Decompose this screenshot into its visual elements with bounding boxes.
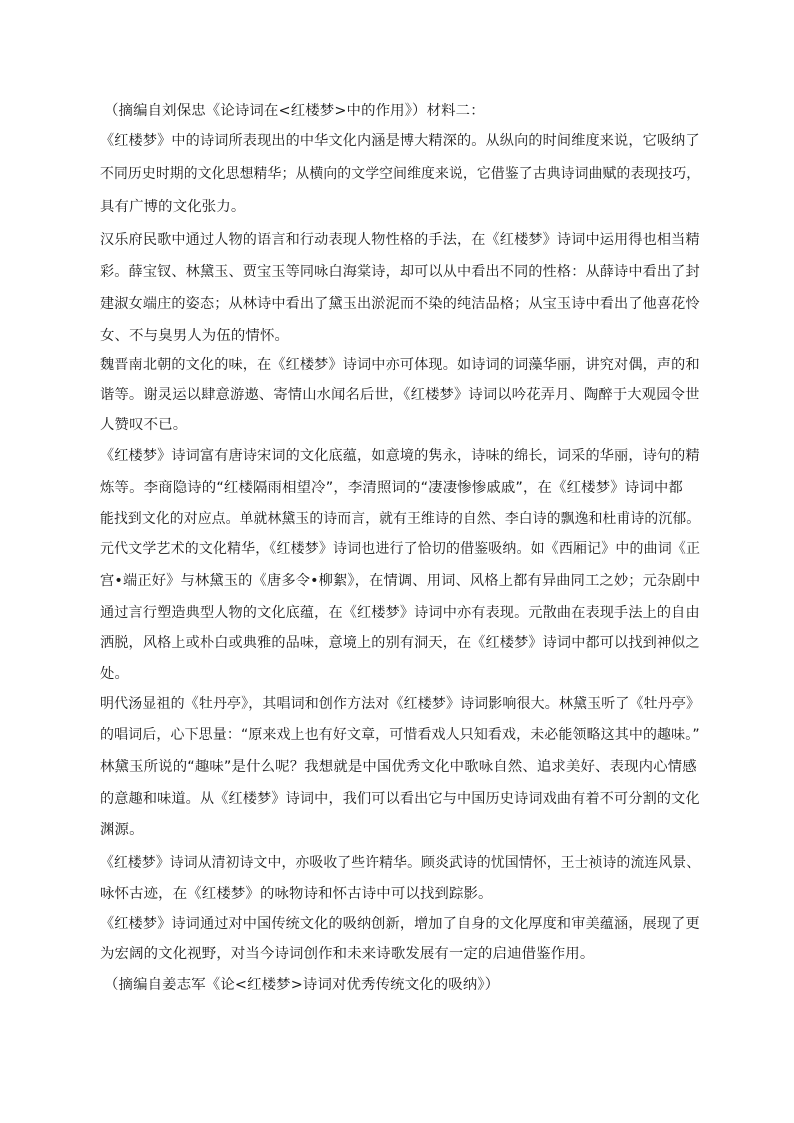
paragraph-2-line-4: 女、不与臭男人为伍的情怀。 bbox=[100, 328, 290, 344]
paragraph-6-line-2: 的唱词后，心下思量：“原来戏上也有好文章，可惜看戏人只知看戏，未必能领略这其中的趣味。” bbox=[100, 727, 700, 743]
paragraph-6-line-4: 的意趣和味道。从《红楼梦》诗词中，我们可以看出它与中国历史诗词戏曲有着不可分割的文化 bbox=[100, 791, 700, 807]
paragraph-6-line-3: 林黛玉所说的“趣味”是什么呢？我想就是中国优秀文化中歌咏自然、追求美好、表现内心情感 bbox=[100, 759, 697, 775]
paragraph-4-line-3: 能找到文化的对应点。单就林黛玉的诗而言，就有王维诗的自然、李白诗的飘逸和杜甫诗的沉郁。 bbox=[100, 511, 701, 527]
paragraph-8-line-2: 为宏阔的文化视野，对当今诗词创作和未来诗歌发展有一定的启迪借鉴作用。 bbox=[100, 946, 595, 962]
paragraph-8-line-1: 《红楼梦》诗词通过对中国传统文化的吸纳创新，增加了自身的文化厚度和审美蕴涵，展现了更 bbox=[100, 916, 700, 932]
source-citation-1: （摘编自刘保忠《论诗词在<红楼梦>中的作用》）材料二： bbox=[104, 103, 485, 119]
paragraph-1-line-2: 不同历史时期的文化思想精华；从横向的文学空间维度来说，它借鉴了古典诗词曲赋的表现技巧， bbox=[100, 166, 701, 182]
paragraph-2-line-1: 汉乐府民歌中通过人物的语言和行动表现人物性格的手法，在《红楼梦》诗词中运用得也相当精 bbox=[100, 232, 700, 248]
paragraph-1-line-1: 《红楼梦》中的诗词所表现出的中华文化内涵是博大精深的。从纵向的时间维度来说，它吸纳了 bbox=[100, 133, 700, 149]
paragraph-1-line-3: 具有广博的文化张力。 bbox=[100, 199, 246, 215]
paragraph-2-line-3: 建淑女端庄的姿态；从林诗中看出了黛玉出淤泥而不染的纯洁品格；从宝玉诗中看出了他喜花怜 bbox=[100, 296, 700, 312]
source-citation-2: （摘编自姜志军《论<红楼梦>诗词对优秀传统文化的吸纳》） bbox=[104, 977, 500, 993]
paragraph-5-line-4: 洒脱，风格上或朴白或典雅的品味，意境上的别有洞天，在《红楼梦》诗词中都可以找到神似之 bbox=[100, 635, 700, 651]
paragraph-3-line-3: 人赞叹不已。 bbox=[100, 417, 188, 433]
paragraph-4-line-2: 炼等。李商隐诗的“红楼隔雨相望冷”，李清照词的“凄凄惨惨戚戚”，在《红楼梦》诗词中都 bbox=[100, 480, 683, 496]
paragraph-5-line-3: 通过言行塑造典型人物的文化底蕴，在《红楼梦》诗词中亦有表现。元散曲在表现手法上的自由 bbox=[100, 605, 700, 621]
paragraph-5-line-1: 元代文学艺术的文化精华，《红楼梦》诗词也进行了恰切的借鉴吸纳。如《西厢记》中的曲词《正 bbox=[100, 541, 701, 557]
paragraph-6-line-5: 渊源。 bbox=[100, 822, 144, 838]
paragraph-4-line-1: 《红楼梦》诗词富有唐诗宋词的文化底蕴，如意境的隽永，诗味的绵长，词采的华丽，诗句的精 bbox=[100, 448, 700, 464]
paragraph-2-line-2: 彩。薛宝钗、林黛玉、贾宝玉等同咏白海棠诗，却可以从中看出不同的性格：从薛诗中看出了封 bbox=[100, 264, 700, 280]
paragraph-7-line-2: 咏怀古迹，在《红楼梦》的咏物诗和怀古诗中可以找到踪影。 bbox=[100, 886, 493, 902]
paragraph-6-line-1: 明代汤显祖的《牡丹亭》，其唱词和创作方法对《红楼梦》诗词影响很大。林黛玉听了《牡丹亭》 bbox=[100, 696, 701, 712]
paragraph-3-line-2: 谐等。谢灵运以肆意游遨、寄情山水闻名后世，《红楼梦》诗词以吟花弄月、陶醉于大观园令世 bbox=[100, 387, 700, 403]
paragraph-5-line-5: 处。 bbox=[100, 666, 130, 682]
paragraph-7-line-1: 《红楼梦》诗词从清初诗文中，亦吸收了些许精华。顾炎武诗的忧国情怀，王士祯诗的流连风景、 bbox=[100, 855, 701, 871]
paragraph-5-line-2: 宫•端正好》与林黛玉的《唐多令•柳絮》，在情调、用词、风格上都有异曲同工之妙；元杂剧中 bbox=[100, 573, 701, 589]
paragraph-3-line-1: 魏晋南北朝的文化的味，在《红楼梦》诗词中亦可体现。如诗词的词藻华丽，讲究对偶，声的和 bbox=[100, 357, 700, 373]
